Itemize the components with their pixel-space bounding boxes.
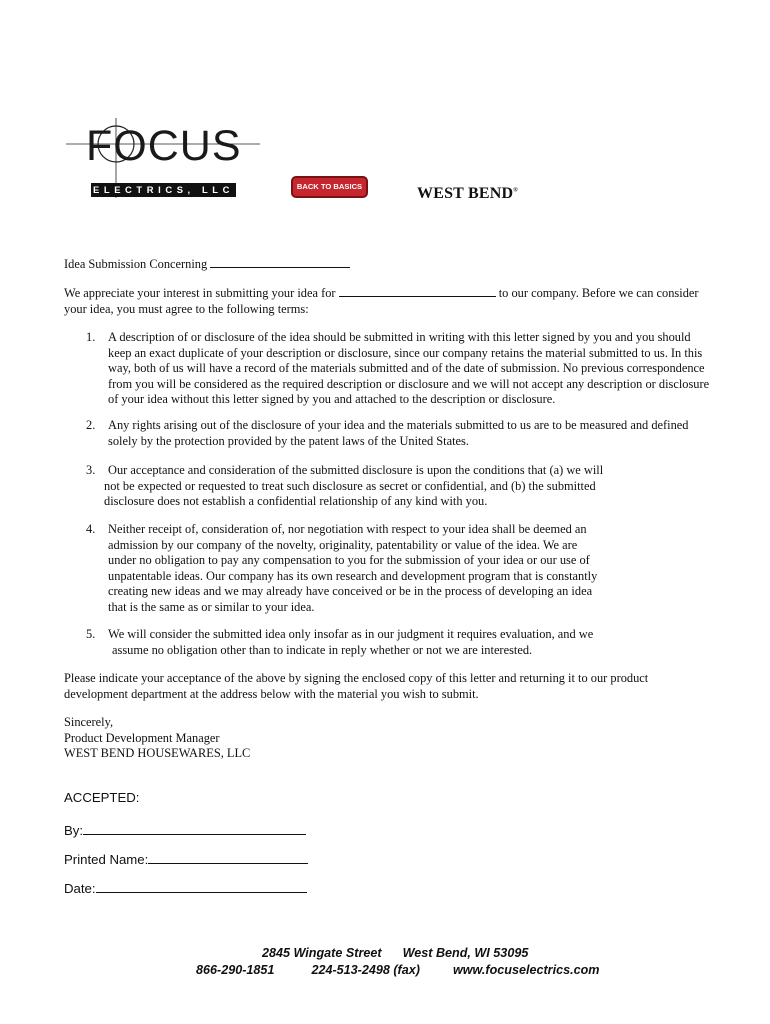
accepted-heading: ACCEPTED: (64, 790, 140, 805)
term-line: keep an exact duplicate of your description or disclosure, since our company retains the material submitted to us. In this (108, 345, 703, 360)
footer-address (262, 946, 528, 960)
footer-website[interactable]: www.focuselectrics.com (452, 963, 600, 977)
footer-contact (196, 963, 599, 977)
term-line: assume no obligation other than to indicate in reply whether or not we are interested. (112, 642, 533, 657)
term-line: not be expected or requested to treat such disclosure as secret or confidential, and (b) the submitted (104, 478, 596, 493)
by-signature-field[interactable] (83, 821, 306, 835)
term-line: Neither receipt of, consideration of, nor negotiation with respect to your idea shall be deemed an (108, 522, 587, 536)
term-line: A description of or disclosure of the idea should be submitted in writing with this letter signed by you and you should (108, 330, 691, 344)
term-line: from you will be considered as the required description or disclosure and we will not accept any description or disclosure (108, 376, 710, 391)
intro-paragraph (64, 285, 716, 317)
subject-line (64, 256, 716, 273)
intro-text-1: We appreciate your interest in submitting your idea for (64, 286, 336, 300)
focus-logo-wordmark: FOCUS (86, 122, 242, 170)
term-number: 1. (86, 330, 96, 344)
intro-text-2: to our company. Before we can consider (498, 286, 699, 300)
by-row (64, 821, 306, 838)
term-line: Our acceptance and consideration of the submitted disclosure is upon the conditions that (a) we will (108, 463, 604, 477)
idea-blank[interactable] (339, 285, 496, 297)
footer-street: 2845 Wingate Street (262, 946, 382, 960)
term-line: way, both of us will have a record of the materials submitted and of the date of submission. No previous correspondence (108, 361, 705, 376)
west-bend-logo (417, 185, 518, 203)
term-line: solely by the protection provided by the patent laws of the United States. (108, 433, 469, 448)
term-line: that is the same as or similar to your idea. (108, 599, 315, 614)
term-line: Any rights arising out of the disclosure of your idea and the materials submitted to us are to be measured and defined (108, 418, 689, 432)
footer-fax: 224-513-2498 (fax) (311, 963, 420, 977)
signature-block (64, 715, 716, 762)
term-number: 3. (86, 463, 96, 477)
intro-line-2: your idea, you must agree to the following terms: (64, 301, 309, 316)
closing-line-2: development department at the address below with the material you wish to submit. (64, 686, 479, 701)
date-label: Date: (64, 881, 96, 896)
printed-name-row (64, 850, 308, 867)
focus-logo-subtitle: ELECTRICS, LLC (91, 183, 236, 197)
printed-name-label: Printed Name: (64, 852, 149, 867)
back-to-basics-logo: BACK TO BASICS (291, 176, 368, 198)
term-number: 5. (86, 627, 96, 641)
term-line: under no obligation to pay any compensation to you for the submission of your idea or our use of (108, 553, 590, 568)
term-line: unpatentable ideas. Our company has its own research and development program that is constantly (108, 568, 598, 583)
term-line: disclosure does not establish a confidential relationship of any kind with you. (104, 494, 488, 509)
intro-line-1 (64, 285, 716, 302)
footer-city: West Bend, WI 53095 (402, 946, 529, 960)
term-number: 2. (86, 418, 96, 432)
date-field[interactable] (96, 879, 307, 893)
term-line: of your idea without this letter signed by you and attached to the description or disclosure. (108, 392, 556, 407)
sincerely: Sincerely, (64, 715, 114, 729)
company-name: WEST BEND HOUSEWARES, LLC (64, 746, 251, 761)
term-line: We will consider the submitted idea only insofar as in our judgment it requires evaluation, and we (108, 627, 594, 641)
term-line: creating new ideas and we may already have conceived or be in the process of developing an idea (108, 584, 593, 599)
printed-name-field[interactable] (148, 850, 308, 864)
term-line: admission by our company of the novelty, originality, patentability or value of the idea. We are (108, 537, 578, 552)
footer-phone: 866-290-1851 (196, 963, 275, 977)
closing-line-1: Please indicate your acceptance of the above by signing the enclosed copy of this letter and returning it to our product (64, 671, 649, 685)
subject-label: Idea Submission Concerning (64, 257, 208, 271)
closing-paragraph (64, 671, 716, 702)
registered-mark: ® (513, 187, 518, 194)
subject-blank[interactable] (210, 256, 350, 268)
signer-title: Product Development Manager (64, 730, 220, 745)
west-bend-logo-text: WEST BEND (417, 185, 514, 202)
by-label: By: (64, 823, 84, 838)
term-number: 4. (86, 522, 96, 536)
date-row (64, 879, 307, 896)
